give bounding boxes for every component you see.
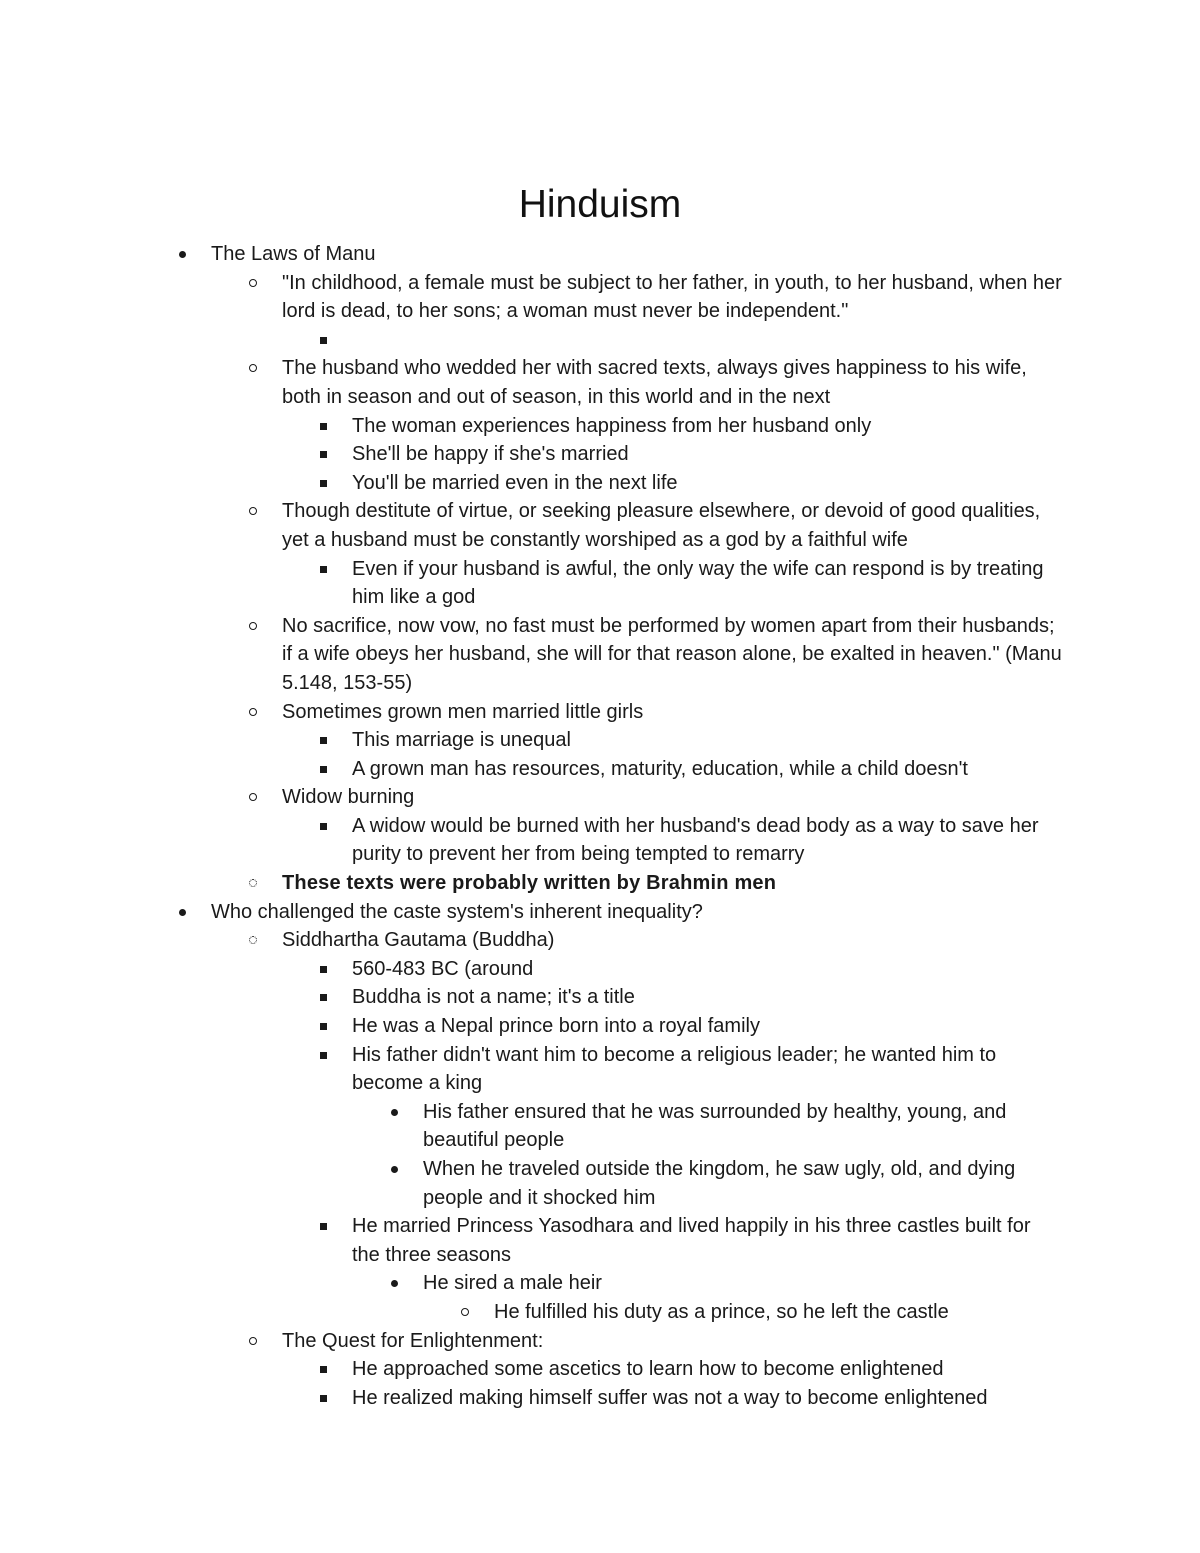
circle-bullet-icon	[247, 1327, 261, 1356]
outline-item-level-1	[0, 612, 1200, 698]
outline-item-level-2	[0, 440, 1200, 469]
outline-item-level-1	[0, 497, 1200, 554]
outline-item-level-2	[0, 1041, 1200, 1098]
outline-item-text: The woman experiences happiness from her husband only	[352, 414, 872, 437]
outline-item-text: He married Princess Yasodhara and lived happily in his three castles built for the three seasons	[352, 1215, 1031, 1266]
disc-bullet-icon	[388, 1155, 402, 1184]
outline-item-level-0	[0, 240, 1200, 269]
dotcircle-bullet-icon	[247, 869, 261, 898]
outline-item-text: A widow would be burned with her husband's dead body as a way to save her purity to prevent her from being tempted to remarry	[352, 814, 1039, 866]
outline-item-text: The husband who wedded her with sacred texts, always gives happiness to his wife, both in season and out of season, in this world and in the next	[282, 357, 1027, 408]
outline-item-text: Who challenged the caste system's inherent inequality?	[211, 900, 703, 923]
circle-bullet-icon	[247, 783, 261, 812]
outline-item-text: He approached some ascetics to learn how to become enlightened	[352, 1358, 944, 1381]
outline-item-text: Buddha is not a name; it's a title	[352, 986, 635, 1009]
outline-item-text: Even if your husband is awful, the only way the wife can respond is by treating him like a god	[352, 557, 1044, 609]
outline-item-level-0	[0, 898, 1200, 927]
disc-bullet-icon	[176, 240, 190, 269]
outline-item-level-4	[0, 1298, 1200, 1327]
outline-item-text: He was a Nepal prince born into a royal family	[352, 1015, 760, 1038]
outline-item-text: When he traveled outside the kingdom, he saw ugly, old, and dying people and it shocked him	[423, 1158, 1016, 1209]
outline-item-text: No sacrifice, now vow, no fast must be performed by women apart from their husbands; if a wife obeys her husband, she will for that reason alone, be exalted in heaven." (Manu 5.148, 153-55)	[282, 614, 1062, 694]
outline-item-text: Sometimes grown men married little girls	[282, 700, 644, 723]
square-bullet-icon	[317, 1355, 331, 1384]
outline-item-level-2	[0, 469, 1200, 498]
square-bullet-icon	[317, 955, 331, 984]
square-bullet-icon	[317, 469, 331, 498]
square-bullet-icon	[317, 412, 331, 441]
notes-outline	[0, 240, 1200, 1412]
circle-bullet-icon	[247, 354, 261, 383]
outline-item-level-2	[0, 726, 1200, 755]
outline-item-text: He sired a male heir	[423, 1272, 602, 1295]
outline-item-text: 560-483 BC (around	[352, 957, 534, 980]
square-bullet-icon	[317, 1041, 331, 1070]
document-title: Hinduism	[518, 183, 682, 226]
outline-item-text: These texts were probably written by Brahmin men	[282, 872, 777, 895]
outline-item-level-1	[0, 926, 1200, 955]
outline-item-level-2	[0, 1012, 1200, 1041]
square-bullet-icon	[317, 726, 331, 755]
outline-item-text: Widow burning	[282, 786, 415, 809]
outline-item-level-2	[0, 326, 1200, 355]
circle-bullet-icon	[247, 612, 261, 641]
outline-item-level-3	[0, 1269, 1200, 1298]
outline-item-level-2	[0, 955, 1200, 984]
dotcircle-bullet-icon	[247, 926, 261, 955]
outline-item-text: Siddhartha Gautama (Buddha)	[282, 929, 555, 952]
square-bullet-icon	[317, 983, 331, 1012]
outline-item-text: You'll be married even in the next life	[352, 471, 678, 494]
outline-item-text: The Laws of Manu	[211, 243, 376, 265]
outline-item-level-2	[0, 1384, 1200, 1413]
outline-item-level-1	[0, 783, 1200, 812]
outline-item-level-1	[0, 698, 1200, 727]
square-bullet-icon	[317, 1012, 331, 1041]
square-bullet-icon	[317, 326, 331, 355]
outline-item-text: He realized making himself suffer was not a way to become enlightened	[352, 1386, 988, 1409]
outline-item-level-1	[0, 1327, 1200, 1356]
square-bullet-icon	[317, 1384, 331, 1413]
outline-item-text: This marriage is unequal	[352, 729, 571, 752]
outline-item-level-2	[0, 1355, 1200, 1384]
outline-item-text: His father ensured that he was surrounded by healthy, young, and beautiful people	[423, 1100, 1007, 1152]
outline-item-text: "In childhood, a female must be subject to her father, in youth, to her husband, when her lord is dead, to her sons; a woman must never be independent."	[282, 271, 1062, 323]
square-bullet-icon	[317, 812, 331, 841]
disc-bullet-icon	[388, 1098, 402, 1127]
outline-item-text: Though destitute of virtue, or seeking pleasure elsewhere, or devoid of good qualities, yet a husband must be constantly worshiped as a god by a faithful wife	[282, 500, 1041, 551]
outline-item-level-3	[0, 1098, 1200, 1155]
square-bullet-icon	[317, 440, 331, 469]
outline-item-level-2	[0, 555, 1200, 612]
outline-item-text: He fulfilled his duty as a prince, so he left the castle	[494, 1300, 949, 1323]
outline-item-level-2	[0, 812, 1200, 869]
disc-bullet-icon	[388, 1269, 402, 1298]
outline-item-text: His father didn't want him to become a religious leader; he wanted him to become a king	[352, 1043, 997, 1095]
circle-bullet-icon	[247, 698, 261, 727]
outline-item-text: A grown man has resources, maturity, education, while a child doesn't	[352, 757, 968, 780]
outline-item-level-1	[0, 354, 1200, 411]
circle-bullet-icon	[247, 497, 261, 526]
circle-bullet-icon	[247, 269, 261, 298]
square-bullet-icon	[317, 1212, 331, 1241]
outline-item-level-1	[0, 269, 1200, 326]
outline-item-level-3	[0, 1155, 1200, 1212]
outline-item-text: She'll be happy if she's married	[352, 443, 629, 466]
disc-bullet-icon	[176, 898, 190, 927]
outline-item-level-2	[0, 983, 1200, 1012]
circle-bullet-icon	[459, 1298, 473, 1327]
square-bullet-icon	[317, 755, 331, 784]
outline-item-level-2	[0, 755, 1200, 784]
outline-item-level-2	[0, 1212, 1200, 1269]
outline-item-level-2	[0, 412, 1200, 441]
outline-item-text: The Quest for Enlightenment:	[282, 1329, 544, 1352]
square-bullet-icon	[317, 555, 331, 584]
outline-item-level-1	[0, 869, 1200, 898]
